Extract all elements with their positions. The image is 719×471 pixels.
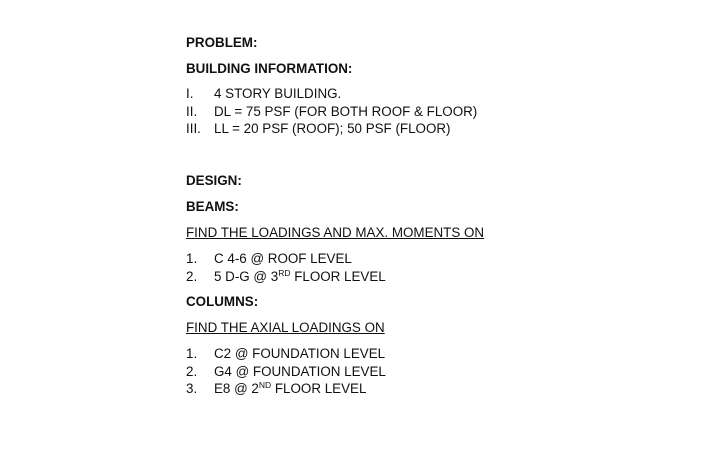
list-marker: 1. — [186, 346, 198, 361]
list-marker: 3. — [186, 381, 198, 396]
list-item-text: LL = 20 PSF (ROOF); 50 PSF (FLOOR) — [214, 121, 451, 136]
building-info-heading: BUILDING INFORMATION: — [186, 61, 353, 76]
beams-instruction: FIND THE LOADINGS AND MAX. MOMENTS ON — [186, 225, 485, 240]
item-text-main: G4 @ FOUNDATION LEVEL — [214, 363, 386, 379]
problem-heading: PROBLEM: — [186, 35, 258, 50]
item-text-main: E8 @ 2 — [214, 381, 259, 396]
item-text-main: C2 @ FOUNDATION LEVEL — [214, 346, 386, 361]
item-text-main: 5 D-G @ 3 — [214, 268, 279, 284]
list-item-text: 4 STORY BUILDING. — [214, 86, 342, 101]
columns-heading: COLUMNS: — [186, 294, 259, 309]
list-item-text: DL = 75 PSF (FOR BOTH ROOF & FLOOR) — [214, 103, 478, 119]
columns-instruction: FIND THE AXIAL LOADINGS ON — [186, 320, 385, 335]
beams-heading: BEAMS: — [186, 199, 239, 214]
building-info-item — [186, 85, 477, 103]
column-item — [186, 345, 386, 363]
column-item — [186, 380, 386, 398]
building-info-item — [186, 103, 477, 121]
building-info-list — [186, 85, 477, 138]
column-item — [186, 363, 386, 381]
list-marker: II. — [186, 103, 198, 119]
beam-item — [186, 268, 386, 286]
list-item-text — [214, 363, 386, 381]
columns-list — [186, 345, 386, 398]
list-item-text — [214, 268, 386, 286]
item-text-rest: FLOOR LEVEL — [271, 381, 367, 396]
item-text-main: C 4-6 @ ROOF LEVEL — [214, 251, 352, 266]
beams-list — [186, 250, 386, 285]
list-marker: 2. — [186, 268, 198, 284]
list-item-text — [214, 345, 385, 363]
ordinal-suffix: ND — [258, 380, 272, 390]
list-marker: 1. — [186, 251, 198, 266]
list-marker: III. — [186, 121, 201, 136]
building-info-item — [186, 120, 477, 138]
ordinal-suffix: RD — [278, 267, 291, 278]
item-text-rest: FLOOR LEVEL — [290, 268, 386, 284]
design-heading: DESIGN: — [186, 173, 242, 188]
beam-item — [186, 250, 386, 268]
list-marker: 2. — [186, 363, 198, 379]
list-marker: I. — [186, 86, 194, 101]
list-item-text — [214, 250, 352, 268]
list-item-text — [214, 380, 366, 398]
